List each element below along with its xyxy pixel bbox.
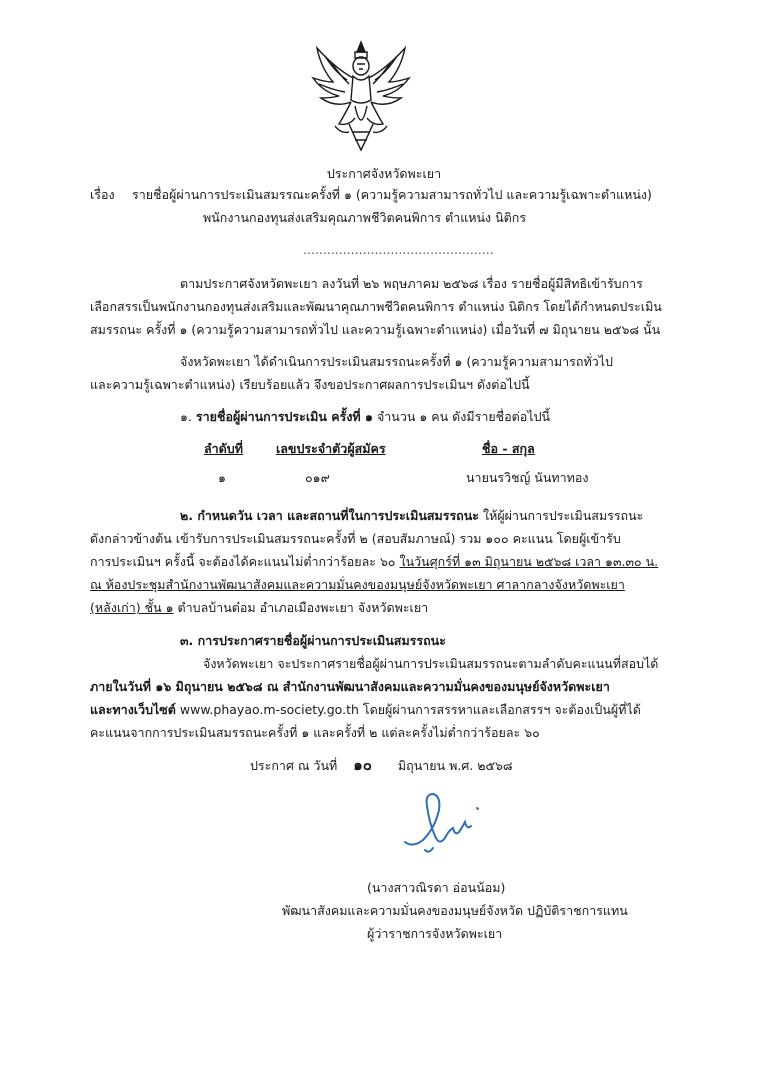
section-2-line-3 bbox=[90, 554, 658, 570]
section-1-number: ๑. bbox=[180, 409, 192, 424]
garuda-emblem bbox=[305, 38, 417, 156]
separator-dots: ................................................ bbox=[303, 242, 494, 257]
section-3-line-4: คะแนนจากการประเมินสมรรถนะครั้งที่ ๑ และครั้งที่ ๒ แต่ละครั้งไม่ต่ำกว่าร้อยละ ๖๐ bbox=[90, 725, 540, 740]
subject-label: เรื่อง bbox=[90, 187, 115, 202]
announce-day: ๑๐ bbox=[353, 756, 372, 774]
announce-date bbox=[250, 757, 512, 774]
section-2-heading: ๒. กำหนดวัน เวลา และสถานที่ในการประเมินสมรรถนะ bbox=[180, 508, 479, 523]
section-2-line-5 bbox=[90, 600, 428, 616]
document-title: ประกาศจังหวัดพะเยา bbox=[326, 166, 442, 181]
section-3-line-2: ภายในวันที่ ๑๖ มิถุนายน ๒๕๖๘ ณ สำนักงานพัฒนาสังคมและความมั่นคงของมนุษย์จังหวัดพะเยา bbox=[90, 679, 610, 694]
section-3-line-3 bbox=[90, 702, 641, 718]
section-3-line-1: จังหวัดพะเยา จะประกาศรายชื่อผู้ผ่านการประเมินสมรรถนะตามลำดับคะแนนที่สอบได้ bbox=[203, 656, 659, 671]
section-1-heading bbox=[180, 409, 550, 425]
section-2-address: ตำบลบ้านต๋อม อำเภอเมืองพะเยา จังหวัดพะเยา bbox=[177, 600, 429, 615]
announce-month-year: มิถุนายน พ.ศ. ๒๕๖๘ bbox=[397, 758, 513, 773]
signature bbox=[395, 788, 495, 860]
section-2-date-time: ในวันศุกร์ที่ ๑๓ มิถุนายน ๒๕๖๘ เวลา ๑๓.๓๐ น. bbox=[399, 554, 659, 569]
paragraph-2-line-1: จังหวัดพะเยา ได้ดำเนินการประเมินสมรรถนะครั้งที่ ๑ (ความรู้ความสามารถทั่วไป bbox=[180, 354, 613, 369]
paragraph-2-line-2: และความรู้เฉพาะตำแหน่ง) เรียบร้อยแล้ว จึงขอประกาศผลการประเมินฯ ดังต่อไปนี้ bbox=[90, 377, 530, 392]
section-1-count: จำนวน ๑ คน ดังมีรายชื่อต่อไปนี้ bbox=[376, 409, 551, 424]
section-2-min-score: การประเมินฯ ครั้งนี้ จะต้องได้คะแนนไม่ต่ำกว่าร้อยละ ๖๐ bbox=[90, 554, 396, 569]
section-3-website-label: และทางเว็บไซต์ bbox=[90, 702, 176, 717]
table-cell-applicant-id: ๐๑๙ bbox=[305, 470, 330, 485]
signer-position-1: พัฒนาสังคมและความมั่นคงของมนุษย์จังหวัด ปฏิบัติราชการแทน bbox=[282, 903, 628, 918]
section-3-website: www.phayao.m-society.go.th โดยผู้ผ่านการสรรหาและเลือกสรรฯ จะต้องเป็นผู้ที่ได้ bbox=[179, 702, 641, 717]
paragraph-1-line-1: ตามประกาศจังหวัดพะเยา ลงวันที่ ๒๖ พฤษภาคม ๒๕๖๘ เรื่อง รายชื่อผู้มีสิทธิเข้ารับการ bbox=[180, 276, 643, 291]
paragraph-1-line-2: เลือกสรรเป็นพนักงานกองทุนส่งเสริมและพัฒนาคุณภาพชีวิตคนพิการ ตำแหน่ง นิติกร โดยได้กำหนดประเมิน bbox=[90, 299, 662, 314]
announce-prefix: ประกาศ ณ วันที่ bbox=[250, 758, 338, 773]
table-header-name: ชื่อ - สกุล bbox=[482, 441, 535, 456]
section-2-venue: ณ ห้องประชุมสำนักงานพัฒนาสังคมและความมั่นคงของมนุษย์จังหวัดพะเยา ศาลากลางจังหวัดพะเยา bbox=[90, 577, 625, 592]
signer-position-2: ผู้ว่าราชการจังหวัดพะเยา bbox=[367, 926, 503, 941]
section-2-floor: (หลังเก่า) ชั้น ๑ bbox=[90, 600, 174, 615]
table-cell-order: ๑ bbox=[218, 470, 226, 485]
section-1-title: รายชื่อผู้ผ่านการประเมิน ครั้งที่ ๑ bbox=[195, 409, 373, 424]
table-header-order: ลำดับที่ bbox=[204, 441, 243, 456]
paragraph-1-line-3: สมรรถนะ ครั้งที่ ๑ (ความรู้ความสามารถทั่วไป และความรู้เฉพาะตำแหน่ง) เมื่อวันที่ ๗ มิถุนายน ๒๕๖๘ นั้น bbox=[90, 322, 661, 337]
subject-line-2: พนักงานกองทุนส่งเสริมคุณภาพชีวิตคนพิการ ตำแหน่ง นิติกร bbox=[203, 210, 527, 225]
table-header-applicant-id: เลขประจำตัวผู้สมัคร bbox=[276, 441, 386, 456]
section-3-heading: ๓. การประกาศรายชื่อผู้ผ่านการประเมินสมรรถนะ bbox=[180, 633, 446, 648]
section-2-line-1-rest: ให้ผู้ผ่านการประเมินสมรรถนะ bbox=[482, 508, 644, 523]
table-cell-name: นายนรวิชญ์ นันทาทอง bbox=[466, 470, 589, 485]
section-2-line-2: ดังกล่าวข้างต้น เข้ารับการประเมินสมรรถนะครั้งที่ ๒ (สอบสัมภาษณ์) รวม ๑๐๐ คะแนน โดยผู้เข้ารับ bbox=[90, 531, 621, 546]
section-2-line-1 bbox=[180, 508, 643, 524]
signer-name: (นางสาวณิรดา อ่อนน้อม) bbox=[367, 880, 506, 895]
subject-line-1: รายชื่อผู้ผ่านการประเมินสมรรณะครั้งที่ ๑ (ความรู้ความสามารถทั่วไป และความรู้เฉพาะตำแหน่ง) bbox=[132, 187, 652, 202]
